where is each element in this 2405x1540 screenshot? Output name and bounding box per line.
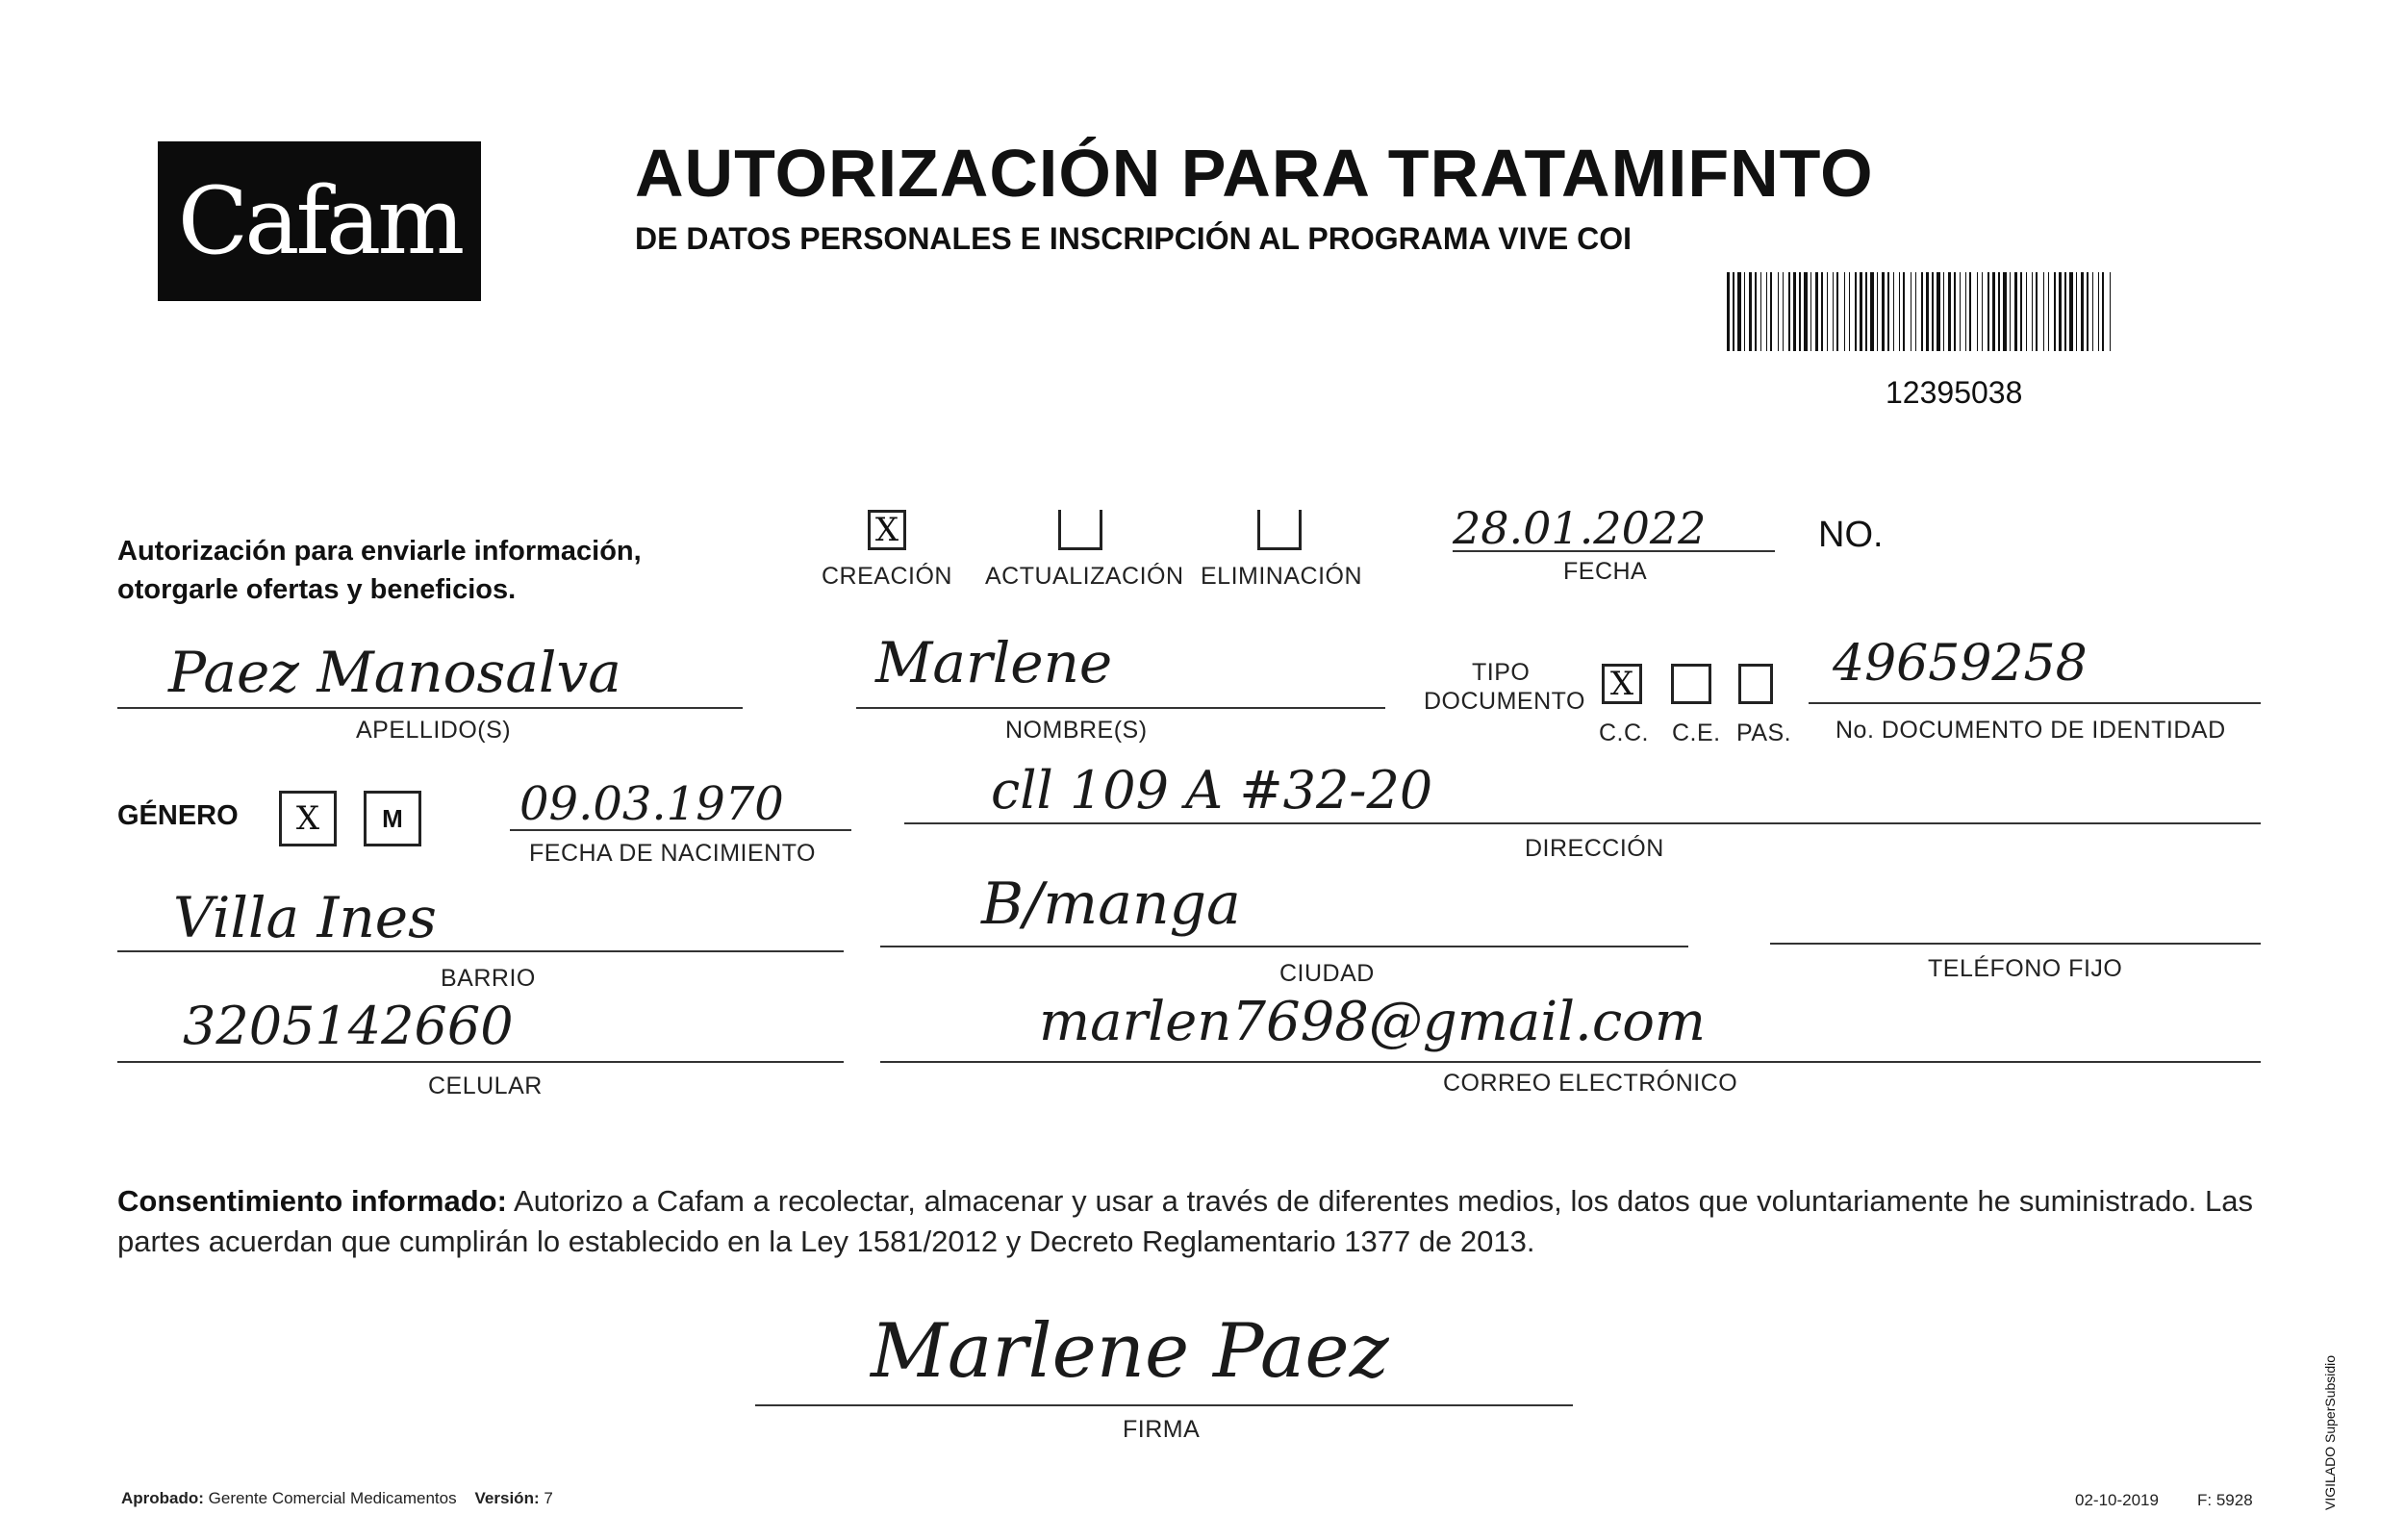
barcode <box>1727 272 2116 351</box>
barcode-bar <box>2026 272 2027 351</box>
ce-checkbox[interactable] <box>1671 664 1711 704</box>
barcode-bar <box>1778 272 1779 351</box>
no-label: NO. <box>1818 515 1884 555</box>
barcode-bar <box>1755 272 1757 351</box>
barcode-number: 12395038 <box>1886 375 2023 410</box>
intro-line-2: otorgarle ofertas y beneficios. <box>117 574 517 605</box>
barcode-bar <box>2048 272 2049 351</box>
consent-heading: Consentimiento informado: <box>117 1184 507 1218</box>
barcode-bar <box>1804 272 1808 351</box>
consent-text: Autorizo a Cafam a recolectar, almacenar y usar a través de diferentes medios, los datos que voluntariamente he suministrado. Las partes acuerdan que cumplirán lo establecido en la Ley 1581/2012 y Decreto Reglamentario 1377 de 2013. <box>117 1184 2253 1258</box>
barcode-bar <box>1849 272 1850 351</box>
barcode-bar <box>1998 272 2000 351</box>
genero-label: GÉNERO <box>117 800 239 831</box>
barcode-bar <box>2081 272 2084 351</box>
genero-f-mark: X <box>295 799 320 838</box>
barcode-bar <box>1926 272 1929 351</box>
barcode-bar <box>1893 272 1894 351</box>
barcode-bar <box>2036 272 2038 351</box>
barcode-bar <box>1855 272 1857 351</box>
actualizacion-checkbox[interactable] <box>1058 510 1102 550</box>
vigilado-text: VIGILADO SuperSubsidio <box>2322 1354 2338 1510</box>
barcode-bar <box>1827 272 1828 351</box>
barcode-bar <box>2020 272 2022 351</box>
fecha-label: FECHA <box>1563 558 1648 585</box>
creacion-mark: X <box>874 511 899 549</box>
eliminacion-checkbox[interactable] <box>1257 510 1302 550</box>
barcode-bar <box>2098 272 2099 351</box>
genero-m-checkbox[interactable] <box>364 791 421 846</box>
document-title: AUTORIZACIÓN PARA TRATAMIFNTO <box>635 136 1874 211</box>
cc-checkbox[interactable] <box>1602 664 1642 704</box>
aprobado-label: Aprobado: <box>121 1489 204 1507</box>
barrio-value: Villa Ines <box>173 885 437 950</box>
tipo-label: TIPO <box>1472 659 1531 686</box>
documento-type-label: DOCUMENTO <box>1424 688 1585 715</box>
version-label: Versión: <box>474 1489 540 1507</box>
barcode-bar <box>1788 272 1790 351</box>
direccion-label: DIRECCIÓN <box>1525 835 1664 862</box>
ciudad-label: CIUDAD <box>1279 960 1375 987</box>
genero-f-checkbox[interactable] <box>279 791 337 846</box>
barcode-bar <box>2069 272 2073 351</box>
barcode-bar <box>1799 272 1801 351</box>
barcode-bar <box>1733 272 1734 351</box>
creacion-checkbox[interactable] <box>868 510 906 550</box>
barcode-bar <box>1865 272 1867 351</box>
barcode-bar <box>1821 272 1823 351</box>
barcode-bar <box>2054 272 2056 351</box>
barcode-bar <box>1954 272 1956 351</box>
barcode-bar <box>1882 272 1885 351</box>
celular-label: CELULAR <box>428 1073 543 1099</box>
nacimiento-value: 09.03.1970 <box>519 777 784 831</box>
pas-label: PAS. <box>1736 720 1792 746</box>
barcode-bar <box>1987 272 1989 351</box>
barcode-bar <box>2076 272 2077 351</box>
barcode-bar <box>1833 272 1834 351</box>
barcode-bar <box>2043 272 2044 351</box>
telefono-label: TELÉFONO FIJO <box>1928 955 2123 982</box>
genero-m-label: M <box>382 803 403 833</box>
vigilado-seal <box>2320 1299 2359 1510</box>
barcode-bar <box>1937 272 1940 351</box>
ciudad-value: B/manga <box>981 871 1241 938</box>
celular-value: 3205142660 <box>183 996 514 1056</box>
barcode-bar <box>1766 272 1767 351</box>
nacimiento-label: FECHA DE NACIMIENTO <box>529 840 816 867</box>
barcode-bar <box>1921 272 1923 351</box>
barcode-bar <box>2064 272 2066 351</box>
barcode-bar <box>1969 272 1971 351</box>
barcode-bar <box>1992 272 1995 351</box>
barcode-bar <box>1932 272 1934 351</box>
documento-label: No. DOCUMENTO DE IDENTIDAD <box>1835 717 2226 744</box>
document-subtitle: DE DATOS PERSONALES E INSCRIPCIÓN AL PROGRAMA VIVE COI <box>635 221 1632 256</box>
direccion-value: cll 109 A #32-20 <box>991 760 1433 820</box>
barcode-bar <box>1982 272 1983 351</box>
barcode-bar <box>1760 272 1761 351</box>
cc-mark: X <box>1609 665 1634 703</box>
firma-label: FIRMA <box>1123 1416 1201 1443</box>
barcode-bar <box>1977 272 1978 351</box>
pas-checkbox[interactable] <box>1738 664 1773 704</box>
fecha-value: 28.01.2022 <box>1453 502 1707 554</box>
nombres-value: Marlene <box>875 630 1113 695</box>
footer-code: F: 5928 <box>2197 1491 2253 1509</box>
nombres-label: NOMBRE(S) <box>1005 717 1148 744</box>
cc-label: C.C. <box>1599 720 1649 746</box>
barcode-bar <box>1899 272 1900 351</box>
barcode-bar <box>2014 272 2017 351</box>
barcode-bar <box>1877 272 1878 351</box>
signature: Marlene Paez <box>871 1308 1389 1395</box>
apellidos-value: Paez Manosalva <box>168 640 621 705</box>
correo-value: marlen7698@gmail.com <box>1039 991 1707 1053</box>
barcode-bar <box>1727 272 1730 351</box>
apellidos-label: APELLIDO(S) <box>356 717 512 744</box>
documento-value: 49659258 <box>1833 635 2088 693</box>
actualizacion-label: ACTUALIZACIÓN <box>985 563 1184 590</box>
barcode-bar <box>1965 272 1966 351</box>
barcode-bar <box>1770 272 1772 351</box>
barcode-bar <box>1836 272 1838 351</box>
aprobado-value: Gerente Comercial Medicamentos <box>208 1489 457 1507</box>
barcode-bar <box>1870 272 1874 351</box>
barcode-bar <box>1810 272 1811 351</box>
barrio-label: BARRIO <box>441 965 536 992</box>
barcode-bar <box>1844 272 1845 351</box>
ce-label: C.E. <box>1672 720 1721 746</box>
barcode-bar <box>1783 272 1784 351</box>
barcode-bar <box>1749 272 1752 351</box>
barcode-bar <box>2102 272 2104 351</box>
barcode-bar <box>2032 272 2033 351</box>
barcode-bar <box>1948 272 1951 351</box>
footer-approval <box>121 1489 553 1508</box>
barcode-bar <box>1744 272 1745 351</box>
barcode-bar <box>2059 272 2062 351</box>
barcode-bar <box>1737 272 1741 351</box>
correo-label: CORREO ELECTRÓNICO <box>1443 1070 1738 1097</box>
barcode-bar <box>1815 272 1818 351</box>
cafam-logo <box>158 141 481 301</box>
barcode-bar <box>2087 272 2089 351</box>
barcode-bar <box>1887 272 1889 351</box>
barcode-bar <box>1793 272 1796 351</box>
eliminacion-label: ELIMINACIÓN <box>1201 563 1363 590</box>
barcode-bar <box>1903 272 1905 351</box>
footer-date: 02-10-2019 <box>2075 1491 2159 1509</box>
barcode-bar <box>1915 272 1916 351</box>
barcode-bar <box>2110 272 2111 351</box>
intro-line-1: Autorización para enviarle información, <box>117 536 642 567</box>
barcode-bar <box>1860 272 1862 351</box>
barcode-bar <box>1960 272 1961 351</box>
barcode-bar <box>1943 272 1944 351</box>
barcode-bar <box>2092 272 2093 351</box>
barcode-bar <box>2010 272 2011 351</box>
logo-text: Cafam <box>177 167 462 275</box>
barcode-bar <box>2003 272 2007 351</box>
creacion-label: CREACIÓN <box>822 563 952 590</box>
consent-paragraph <box>117 1181 2253 1262</box>
version-value: 7 <box>544 1489 553 1507</box>
